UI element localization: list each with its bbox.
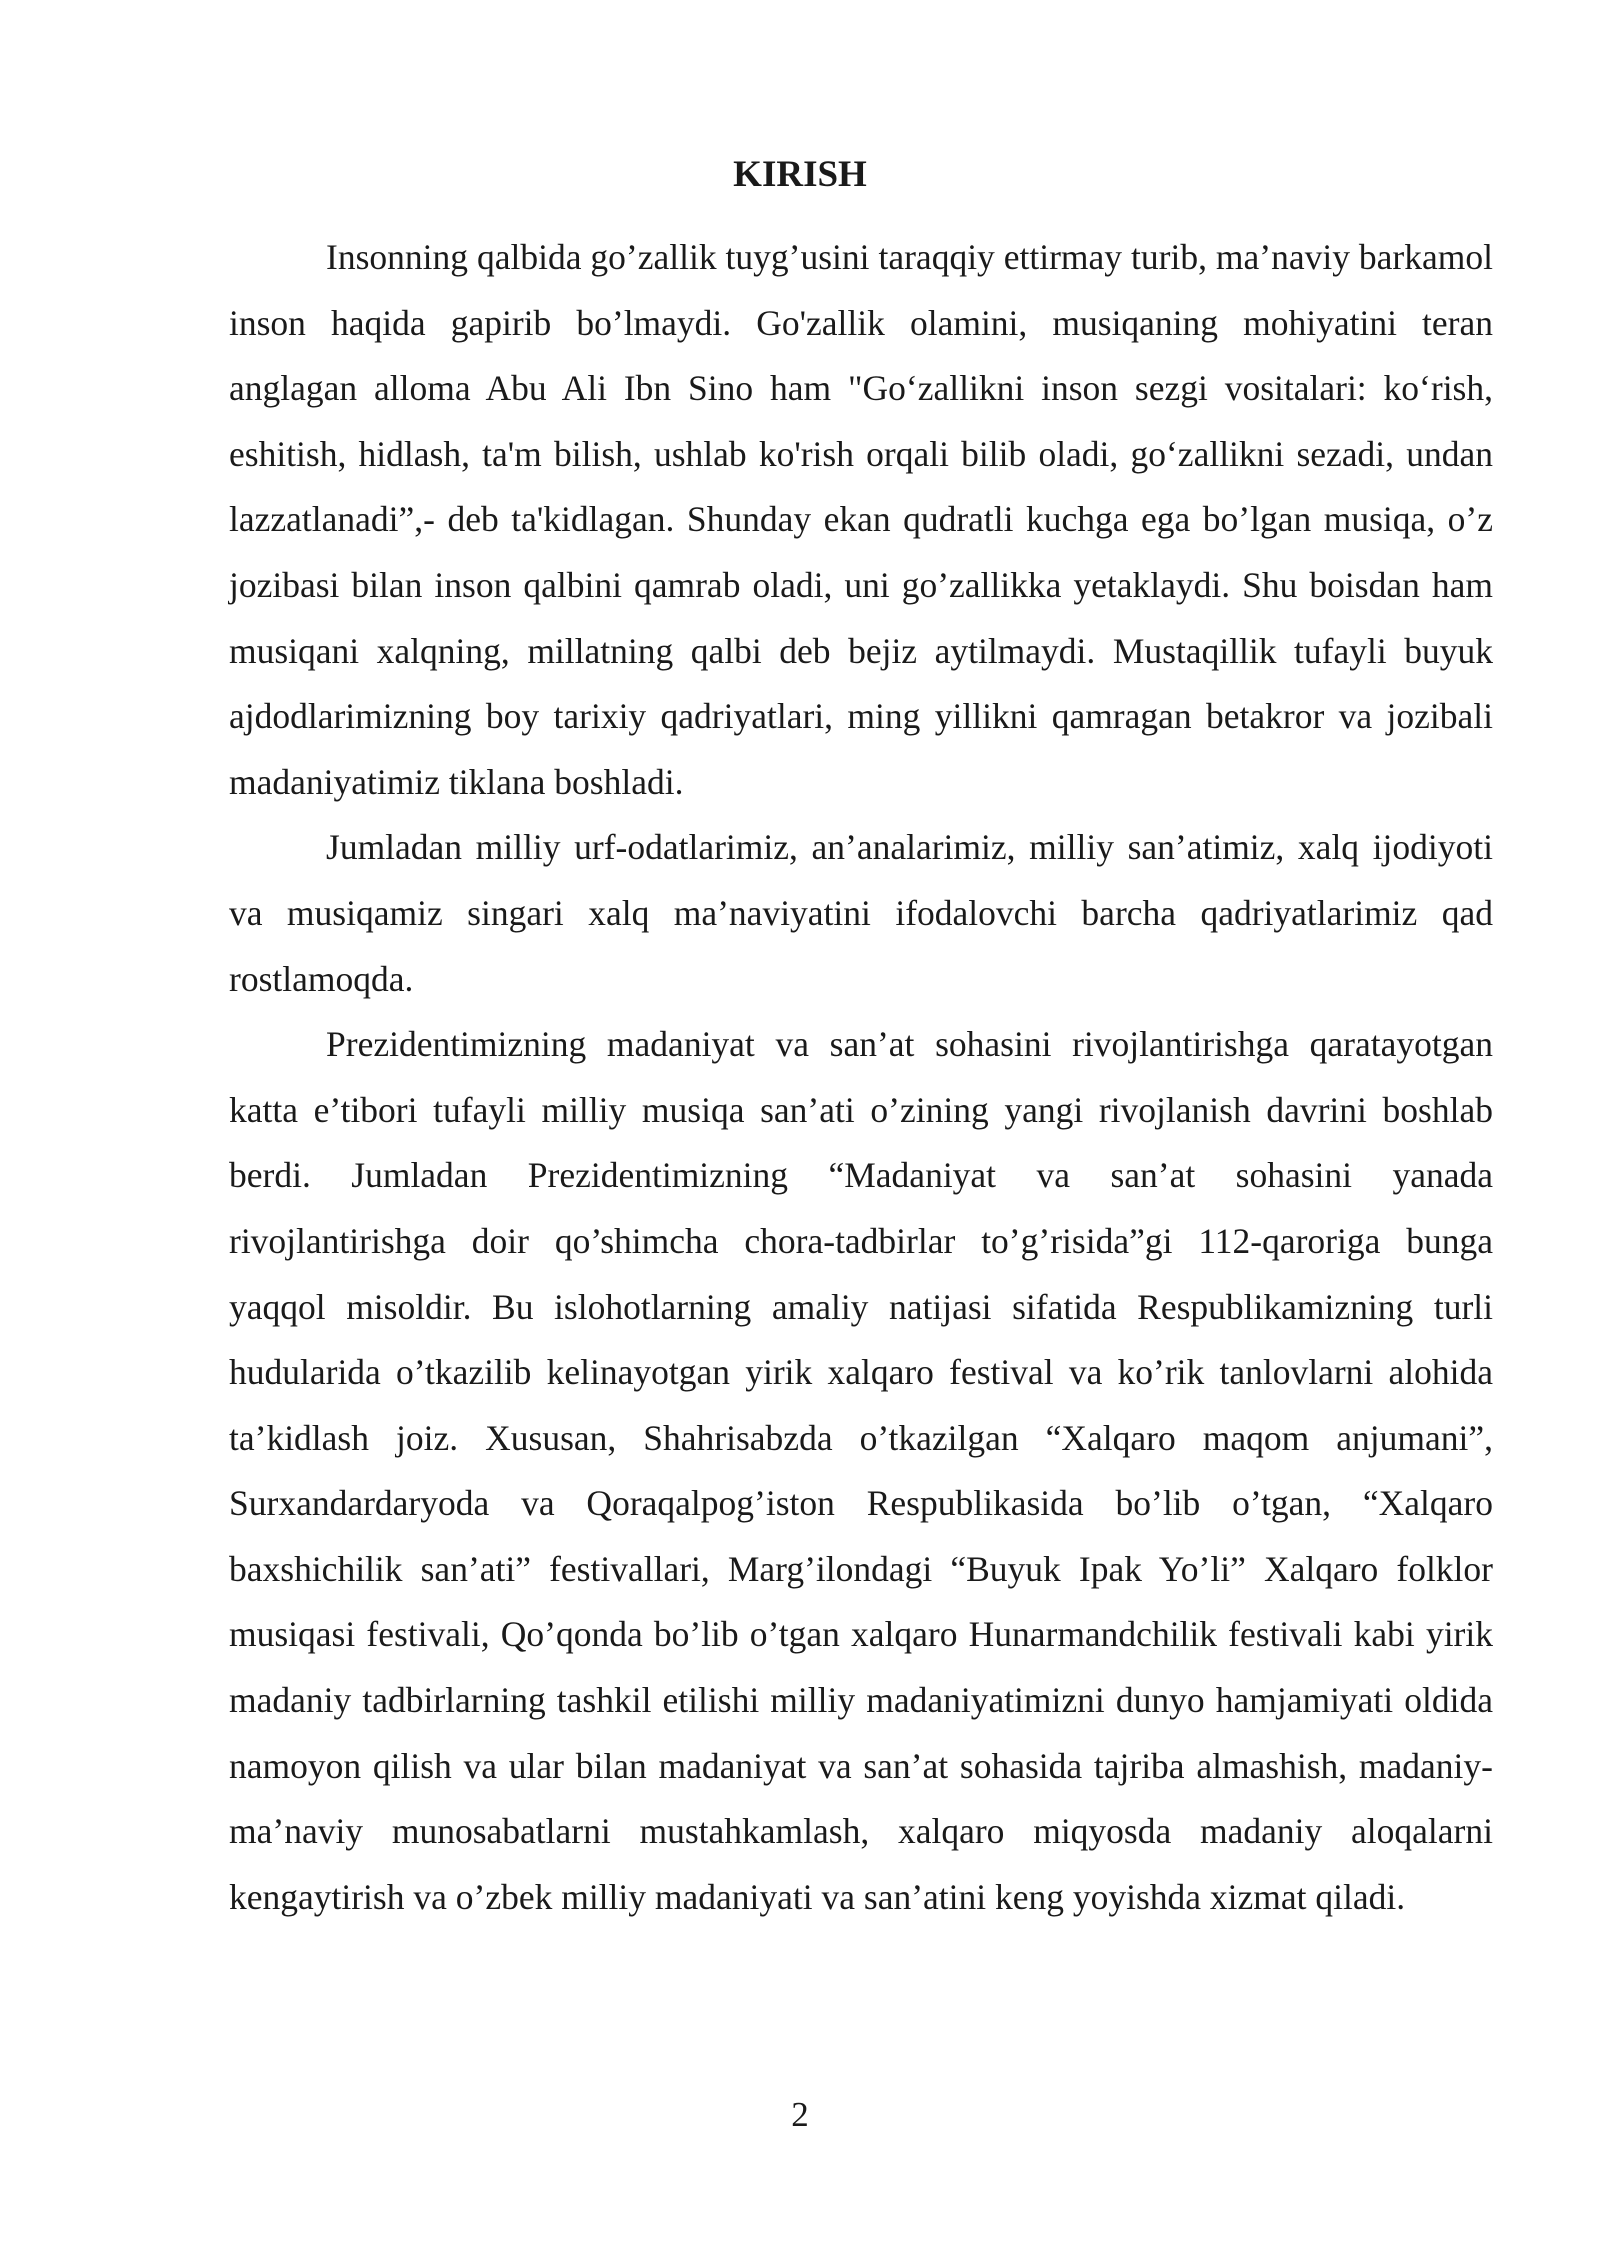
body-text bbox=[229, 225, 1493, 1930]
paragraph-reforms: Prezidentimizning madaniyat va san’at sohasini rivojlantirishga qaratayotgan katta e’tibori tufayli milliy musiqa san’ati o’zining yangi rivojlanish davrini boshlab berdi. Jumladan Prezidentimizning “Madaniyat va san’at sohasini yanada rivojlantirishga doir qo’shimcha chora-tadbirlar to’g’risida”gi 112-qaroriga bunga yaqqol misoldir. Bu islohotlarning amaliy natijasi sifatida Respublikamizning turli hudularida o’tkazilib kelinayotgan yirik xalqaro festival va ko’rik tanlovlarni alohida ta’kidlash joiz. Xususan, Shahrisabzda o’tkazilgan “Xalqaro maqom anjumani”, Surxandardaryoda va Qoraqalpog’iston Respublikasida bo’lib o’tgan, “Xalqaro baxshichilik san’ati” festivallari, Marg’ilondagi “Buyuk Ipak Yo’li” Xalqaro folklor musiqasi festivali, Qo’qonda bo’lib o’tgan xalqaro Hunarmandchilik festivali kabi yirik madaniy tadbirlarning tashkil etilishi milliy madaniyatimizni dunyo hamjamiyati oldida namoyon qilish va ular bilan madaniyat va san’at sohasida tajriba almashish, madaniy- ma’naviy munosabatlarni mustahkamlash, xalqaro miqyosda madaniy aloqalarni kengaytirish va o’zbek milliy madaniyati va san’atini keng yoyishda xizmat qiladi. bbox=[229, 1024, 1493, 1917]
page-number: 2 bbox=[791, 2095, 809, 2134]
paragraph-traditions: Jumladan milliy urf-odatlarimiz, an’analarimiz, milliy san’atimiz, xalq ijodiyoti va musiqamiz singari xalq ma’naviyatini ifodalovchi barcha qadriyatlarimiz qad rostlamoqda. bbox=[229, 827, 1493, 999]
section-title: KIRISH bbox=[733, 154, 867, 195]
paragraph-intro: Insonning qalbida go’zallik tuyg’usini taraqqiy ettirmay turib, ma’naviy barkamol inson haqida gapirib bo’lmaydi. Go'zallik olamini, musiqaning mohiyatini teran anglagan alloma Abu Ali Ibn Sino ham "Go‘zallikni inson sezgi vositalari: ko‘rish, eshitish, hidlash, ta'm bilish, ushlab ko'rish orqali bilib oladi, go‘zallikni sezadi, undan lazzatlanadi”,- deb ta'kidlagan. Shunday ekan qudratli kuchga ega bo’lgan musiqa, o’z jozibasi bilan inson qalbini qamrab oladi, uni go’zallikka yetaklaydi. Shu boisdan ham musiqani xalqning, millatning qalbi deb bejiz aytilmaydi. Mustaqillik tufayli buyuk ajdodlarimizning boy tarixiy qadriyatlari, ming yillikni qamragan betakror va jozibali madaniyatimiz tiklana boshladi. bbox=[229, 237, 1493, 802]
